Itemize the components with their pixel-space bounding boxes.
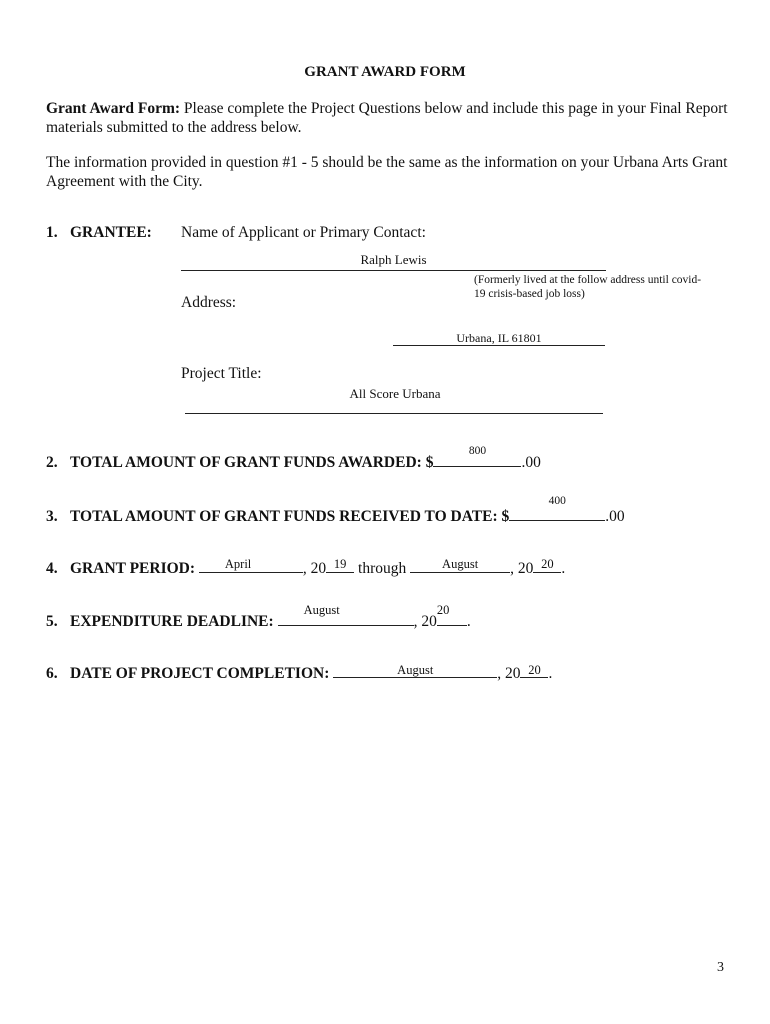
address-label: Address: — [181, 294, 237, 311]
q6-row — [46, 664, 552, 683]
q2-suffix: .00 — [521, 454, 541, 471]
q6-year-value: 20 — [528, 663, 541, 677]
q6-label: DATE OF PROJECT COMPLETION: — [70, 665, 330, 682]
project-title-underline — [185, 413, 603, 414]
q4-through: through — [358, 560, 407, 577]
intro-paragraph — [46, 99, 736, 137]
q2-number: 2. — [46, 454, 58, 471]
q5-end: . — [466, 613, 471, 630]
q2-amount-field[interactable] — [433, 445, 521, 467]
q4-end-month-value: August — [442, 557, 479, 571]
q1-number: 1. — [46, 224, 58, 241]
q5-row — [46, 603, 471, 631]
q4-number: 4. — [46, 560, 58, 577]
q3-row — [46, 495, 625, 526]
q4-end-year-prefix: , 20 — [510, 560, 534, 577]
project-title-value[interactable]: All Score Urbana — [349, 386, 441, 401]
address-note: (Formerly lived at the follow address until covid-19 crisis-based job loss) — [474, 274, 702, 300]
q5-month-value: August — [303, 603, 340, 617]
q3-amount-value: 400 — [548, 495, 566, 507]
q5-year-prefix: , 20 — [413, 613, 437, 630]
project-title-label: Project Title: — [181, 365, 262, 382]
address-underline — [393, 345, 605, 346]
q6-month-field[interactable] — [333, 664, 497, 678]
q4-end-year-field[interactable] — [533, 559, 561, 573]
name-label: Name of Applicant or Primary Contact: — [181, 224, 426, 241]
q2-row — [46, 445, 541, 472]
name-value[interactable]: Ralph Lewis — [360, 252, 427, 267]
name-underline — [181, 270, 606, 271]
q2-label: TOTAL AMOUNT OF GRANT FUNDS AWARDED: $ — [70, 454, 434, 471]
q6-number: 6. — [46, 665, 58, 682]
q4-end-year-value: 20 — [541, 557, 554, 571]
q3-label: TOTAL AMOUNT OF GRANT FUNDS RECEIVED TO DATE: $ — [70, 508, 510, 525]
q6-year-prefix: , 20 — [497, 665, 521, 682]
page-number: 3 — [717, 960, 724, 975]
q4-row — [46, 559, 565, 578]
form-title: GRANT AWARD FORM — [304, 64, 466, 80]
q4-start-month-field[interactable] — [199, 559, 303, 573]
q4-end: . — [561, 560, 566, 577]
q5-month-field[interactable] — [278, 603, 414, 626]
q5-year-field[interactable] — [436, 603, 467, 626]
q5-label: EXPENDITURE DEADLINE: — [70, 613, 274, 630]
q2-amount-value: 800 — [468, 445, 487, 457]
intro-label: Grant Award Form: — [46, 100, 181, 117]
q5-year-value: 20 — [436, 603, 450, 617]
q3-suffix: .00 — [605, 508, 625, 525]
intro-text: Please complete the Project Questions below and include this page in your Final Report materials submitted to the address below. — [46, 100, 728, 136]
address-line2[interactable]: Urbana, IL 61801 — [456, 331, 542, 345]
q1-heading — [46, 224, 152, 242]
q4-start-month-value: April — [224, 557, 252, 571]
q6-year-field[interactable] — [520, 664, 548, 678]
q4-start-year-prefix: , 20 — [302, 560, 327, 577]
q4-start-year-field[interactable] — [326, 559, 354, 573]
q4-start-year-value: 19 — [333, 557, 347, 571]
q5-number: 5. — [46, 613, 58, 630]
q4-end-month-field[interactable] — [410, 559, 510, 573]
q3-number: 3. — [46, 508, 58, 525]
q4-label: GRANT PERIOD: — [70, 560, 196, 577]
q6-end: . — [548, 665, 553, 682]
info-paragraph: The information provided in question #1 - 5 should be the same as the information on your Urbana Arts Grant Agreement with the City. — [46, 154, 728, 190]
q6-month-value: August — [397, 663, 434, 677]
q3-amount-field[interactable] — [509, 495, 605, 521]
q1-label: GRANTEE: — [70, 224, 152, 241]
